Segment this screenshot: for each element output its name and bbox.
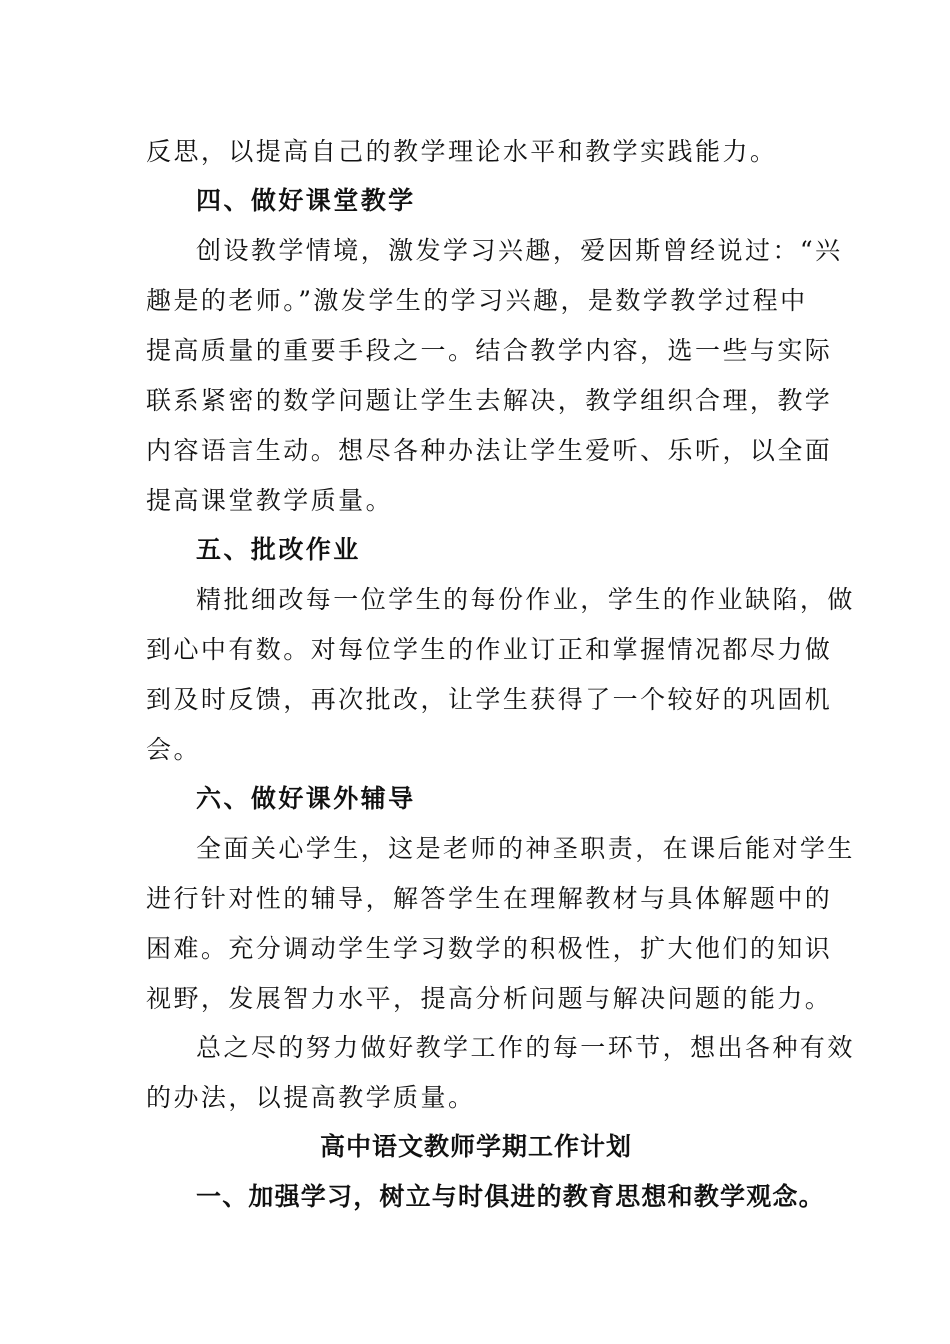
text-line: 内容语言生动。想尽各种办法让学生爱听、乐听，以全面	[146, 436, 833, 465]
text-line: 趣是的老师。”激发学生的学习兴趣，是数学教学过程中	[146, 286, 808, 315]
paragraph-summary	[146, 1023, 855, 1123]
paragraph-continuation	[146, 127, 806, 177]
text-line: 创设教学情境，激发学习兴趣，爱因斯曾经说过：“兴	[196, 236, 843, 265]
section-heading-1: 一、加强学习，树立与时俱进的教育思想和教学观念。	[196, 1182, 825, 1211]
section-heading-4: 四、做好课堂教学	[196, 186, 416, 215]
text-line: 反思，以提高自己的教学理论水平和教学实践能力。	[146, 137, 778, 166]
text-line: 的办法，以提高教学质量。	[146, 1083, 476, 1112]
section-heading-6: 六、做好课外辅导	[196, 784, 416, 813]
paragraph-homework	[146, 575, 855, 775]
text-line: 联系紧密的数学问题让学生去解决，教学组织合理，教学	[146, 386, 833, 415]
text-line: 会。	[146, 735, 201, 764]
text-line: 到及时反馈，再次批改，让学生获得了一个较好的巩固机	[146, 685, 833, 714]
document-title: 高中语文教师学期工作计划	[319, 1132, 632, 1161]
text-line: 进行针对性的辅导，解答学生在理解教材与具体解题中的	[146, 884, 833, 913]
paragraph-classroom-teaching	[146, 226, 843, 526]
text-line: 困难。充分调动学生学习数学的积极性，扩大他们的知识	[146, 934, 833, 963]
paragraph-tutoring	[146, 824, 855, 1024]
text-line: 精批细改每一位学生的每份作业，学生的作业缺陷，做	[196, 585, 855, 614]
text-line: 提高课堂教学质量。	[146, 486, 394, 515]
text-line: 视野，发展智力水平，提高分析问题与解决问题的能力。	[146, 984, 833, 1013]
text-line: 全面关心学生，这是老师的神圣职责，在课后能对学生	[196, 834, 855, 863]
text-line: 提高质量的重要手段之一。结合教学内容，选一些与实际	[146, 336, 833, 365]
text-line: 总之尽的努力做好教学工作的每一环节，想出各种有效	[196, 1033, 855, 1062]
section-heading-5: 五、批改作业	[196, 535, 361, 564]
text-line: 到心中有数。对每位学生的作业订正和掌握情况都尽力做	[146, 635, 833, 664]
